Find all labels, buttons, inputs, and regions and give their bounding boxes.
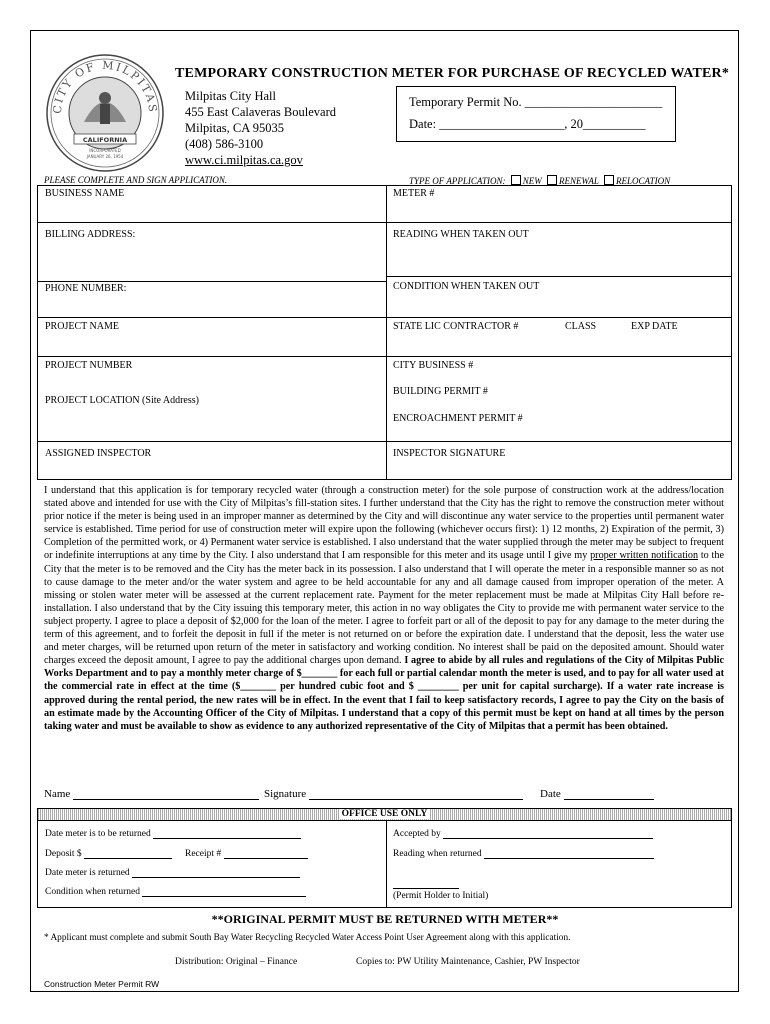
building-permit-field[interactable]: BUILDING PERMIT #: [393, 386, 488, 397]
receipt-field[interactable]: Receipt #: [185, 849, 308, 859]
agreement-paragraph: I understand that this application is for temporary recycled water (through a construction meter) for the sole purpose of construction work at the address/location stated above and intended for use with the City of Milpitas’s fill-station sites. I further understand that the City has the right to remove the construction meter without prior notice if the meter is being used in an improper manner as determined by the City and will discontinue any water service to the properties until permanent water service is established. Time period for use of construction meter will expire upon the following (whichever occurs first): 1) 12 months, 2) Expiration of the permit, 3) Completion of the permitted work, or 4) Permanent water service is established. I also understand that the water supplied through the meter may be subject to frequent or indefinite interruptions at any time by the City. I also understand that I am responsible for this meter and its usage until I give my: [44, 485, 724, 562]
office-use-title: OFFICE USE ONLY: [38, 809, 731, 820]
checkbox-relocation[interactable]: [604, 175, 614, 185]
copies-text: Copies to: PW Utility Maintenance, Cashier, PW Inspector: [356, 957, 580, 967]
signature-field[interactable]: [264, 788, 523, 800]
meter-number-field[interactable]: METER #: [393, 188, 435, 199]
distribution-text: Distribution: Original – Finance: [175, 957, 298, 967]
name-label: Name: [44, 788, 71, 800]
form-title: TEMPORARY CONSTRUCTION METER FOR PURCHASE OF RECYCLED WATER*: [175, 66, 730, 81]
reading-returned-field[interactable]: Reading when returned: [393, 849, 654, 859]
agreement-underlined: proper written notification: [590, 550, 699, 562]
permit-number-box: [396, 86, 676, 142]
exp-date-field[interactable]: EXP DATE: [631, 321, 678, 332]
applicant-note: * Applicant must complete and submit South Bay Water Recycling Recycled Water Access Point User Agreement along with this application.: [44, 933, 571, 943]
permit-number-field[interactable]: Temporary Permit No. ______________________: [409, 95, 663, 109]
billing-address-field[interactable]: BILLING ADDRESS:: [45, 229, 136, 240]
condition-taken-out-field[interactable]: CONDITION WHEN TAKEN OUT: [393, 281, 540, 292]
project-name-field[interactable]: PROJECT NAME: [45, 321, 119, 332]
state-lic-contractor-field[interactable]: STATE LIC CONTRACTOR #: [393, 321, 519, 332]
project-location-field[interactable]: PROJECT LOCATION (Site Address): [45, 395, 199, 406]
name-field[interactable]: [44, 788, 259, 800]
phone-line: (408) 586-3100: [185, 137, 264, 151]
type-new-label: NEW: [522, 176, 542, 186]
address-line: 455 East Calaveras Boulevard: [185, 105, 336, 119]
address-line: Milpitas City Hall: [185, 89, 276, 103]
date-to-return-field[interactable]: Date meter is to be returned: [45, 829, 301, 839]
svg-text:CALIFORNIA: CALIFORNIA: [82, 136, 128, 144]
address-line: Milpitas, CA 95035: [185, 121, 284, 135]
signature-label: Signature: [264, 788, 307, 800]
condition-returned-field[interactable]: Condition when returned: [45, 887, 306, 897]
svg-text:INCORPORATED: INCORPORATED: [89, 148, 121, 153]
date-label: Date: [540, 788, 561, 800]
type-relocation-label: RELOCATION: [615, 176, 671, 186]
permit-holder-initial-label: (Permit Holder to Initial): [393, 891, 489, 901]
project-number-field[interactable]: PROJECT NUMBER: [45, 360, 133, 371]
accepted-by-field[interactable]: Accepted by: [393, 829, 653, 839]
type-renewal-label: RENEWAL: [559, 176, 599, 186]
website-link[interactable]: www.ci.milpitas.ca.gov: [185, 153, 303, 167]
return-notice: **ORIGINAL PERMIT MUST BE RETURNED WITH METER**: [211, 912, 559, 926]
office-use-section: [37, 808, 732, 908]
date-field[interactable]: [540, 788, 654, 800]
permit-holder-initial-line[interactable]: [393, 879, 459, 889]
business-name-field[interactable]: BUSINESS NAME: [45, 188, 125, 199]
city-business-field[interactable]: CITY BUSINESS #: [393, 360, 474, 371]
checkbox-new[interactable]: [511, 175, 521, 185]
checkbox-renewal[interactable]: [547, 175, 557, 185]
instruction-text: PLEASE COMPLETE AND SIGN APPLICATION.: [44, 175, 228, 185]
agreement-text: [44, 484, 724, 733]
agreement-paragraph: to the City that the meter is to be removed and the City has the meter back in its possession. I also understand that I will operate the meter in a responsible manner so as not to cause damage to the meter and/or the water system and agree to be held accountable for any and all damage caused from improper operation of the meter. A missing or stolen water meter will be assessed at the current replacement rate. Payment for the meter replacement must be made at Milpitas City Hall before re-installation. I also understand that by the City issuing this temporary meter, this action in no way obligates the City to provide me with permanent water service to the subject property. I agree to place a deposit of $2,000 for the loan of the meter. I agree to forfeit part or all of the deposit to pay for any damage to the meter during the term of this agreement, and to forfeit the deposit in full if the meter is not returned on or before the expiration date. I understand that the deposit, less the water use and meter charges, will be returned upon return of the meter in satisfactory and working condition. No interest shall be paid on the deposited amount. Should water charges exceed the deposit amount, I agree to pay the additional charges upon demand.: [44, 550, 724, 667]
city-address: [185, 88, 336, 168]
svg-text:JANUARY 26, 1954: JANUARY 26, 1954: [86, 154, 124, 159]
phone-number-field[interactable]: PHONE NUMBER:: [45, 283, 127, 294]
form-name: Construction Meter Permit RW: [44, 979, 160, 989]
inspector-signature-field[interactable]: INSPECTOR SIGNATURE: [393, 448, 506, 459]
reading-taken-out-field[interactable]: READING WHEN TAKEN OUT: [393, 229, 529, 240]
svg-text:CITY OF MILPITAS: CITY OF MILPITAS: [50, 58, 160, 115]
encroachment-permit-field[interactable]: ENCROACHMENT PERMIT #: [393, 413, 523, 424]
applicant-info-grid: [37, 185, 732, 480]
city-seal-logo: [44, 52, 166, 174]
assigned-inspector-field[interactable]: ASSIGNED INSPECTOR: [45, 448, 152, 459]
deposit-field[interactable]: Deposit $: [45, 849, 172, 859]
class-field[interactable]: CLASS: [565, 321, 597, 332]
agreement-bold-terms: I agree to abide by all rules and regulations of the City of Milpitas Public Works Department and to pay a monthly meter charge of $_______ for each full or partial calendar month the meter is used, and to pay for all water used at the commercial rate in effect at the time ($_______ per hundred cubic foot and $ ________ per unit for capital surcharge). If a water rate increase is approved during the rental period, the new rates will be in effect. In the event that I fail to keep satisfactory records, I agree to pay the City on the basis of an estimate made by the Accounting Officer of the City of Milpitas. I understand that a copy of this permit must be kept on hand at all times by the person taking water and must be available to show as evidence to any authorized representative of the City of Milpitas that a permit has been obtained.: [44, 655, 725, 732]
date-meter-returned-field[interactable]: Date meter is returned: [45, 868, 300, 878]
application-type-label: TYPE OF APPLICATION:: [409, 176, 506, 186]
permit-date-field[interactable]: Date: ____________________, 20__________: [409, 117, 646, 131]
